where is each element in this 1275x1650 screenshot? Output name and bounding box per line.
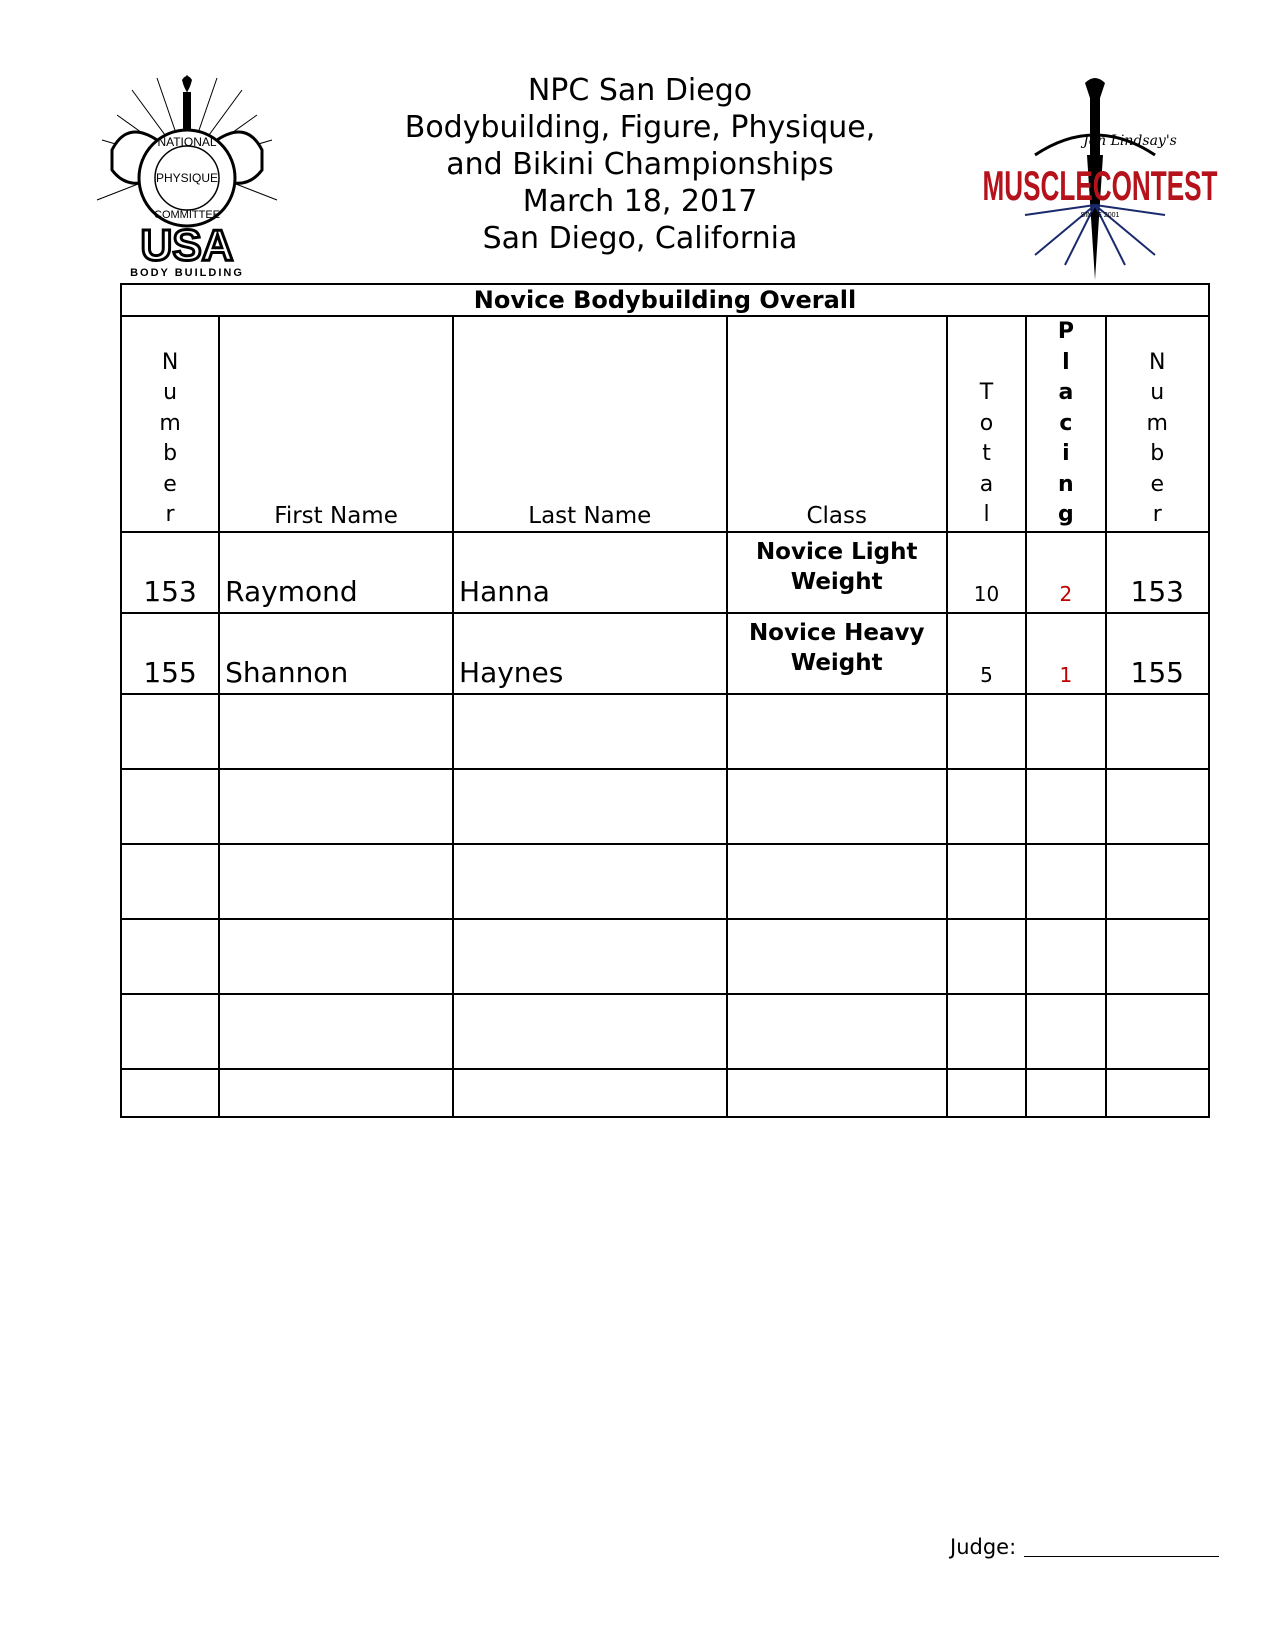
- logo-committee-text: COMMITTEE: [154, 209, 220, 221]
- cell-placing: 2: [1026, 532, 1105, 613]
- cell-number-right: 155: [1106, 613, 1209, 694]
- header-letter: T: [979, 380, 994, 405]
- header-first-name: First Name: [219, 316, 453, 532]
- cell-class: [727, 532, 947, 613]
- header-letter: r: [1152, 502, 1162, 527]
- cell-first-name: Shannon: [219, 613, 453, 694]
- header-letter: l: [983, 502, 990, 527]
- header-letter: r: [165, 502, 175, 527]
- header-line-3: and Bikini Championships: [446, 147, 834, 182]
- cell-number-right: 153: [1106, 532, 1209, 613]
- header-letter: e: [163, 471, 177, 497]
- header-line-4: March 18, 2017: [522, 184, 758, 219]
- class-line-2: Weight: [790, 649, 883, 676]
- logo-since-text: SINCE 2001: [1080, 212, 1120, 219]
- cell-class: [727, 613, 947, 694]
- header-letter: P: [1057, 319, 1074, 344]
- header-letter: m: [1146, 410, 1168, 436]
- cell-total: 10: [947, 532, 1026, 613]
- header-letter: a: [1058, 380, 1074, 405]
- empty-row: [121, 844, 1209, 919]
- header-letter: g: [1058, 502, 1074, 527]
- judge-signature-line: [1024, 1556, 1219, 1557]
- empty-row: [121, 769, 1209, 844]
- table-row: [121, 613, 1209, 694]
- cell-number: 153: [121, 532, 219, 613]
- header-letter: c: [1059, 410, 1073, 436]
- empty-row: [121, 919, 1209, 994]
- header-letter: e: [1150, 471, 1165, 497]
- empty-row: [121, 694, 1209, 769]
- header-total: [947, 316, 1026, 532]
- event-header: [380, 72, 900, 257]
- header-last-name: Last Name: [453, 316, 727, 532]
- empty-row: [121, 994, 1209, 1069]
- header-letter: a: [979, 471, 994, 497]
- header-line-5: San Diego, California: [482, 221, 798, 256]
- empty-row: [121, 1069, 1209, 1117]
- class-line-1: Novice Heavy: [748, 619, 925, 646]
- cell-total: 5: [947, 613, 1026, 694]
- logo-national-text: NATIONAL: [157, 135, 217, 149]
- logo-musclecontest-text: MUSCLECONTEST: [982, 162, 1218, 209]
- logo-usa-text: USA: [140, 221, 234, 270]
- cell-last-name: Haynes: [453, 613, 727, 694]
- class-line-1: Novice Light: [755, 538, 918, 565]
- table-header-row: [121, 316, 1209, 532]
- cell-placing: 1: [1026, 613, 1105, 694]
- header-number: [121, 316, 219, 532]
- cell-first-name: Raymond: [219, 532, 453, 613]
- table-row: [121, 532, 1209, 613]
- logo-bodybuilding-text: BODY BUILDING: [130, 267, 244, 279]
- muscle-contest-logo: [975, 75, 1225, 280]
- class-line-2: Weight: [790, 568, 883, 595]
- judge-signature: [950, 1535, 1219, 1559]
- header-letter: b: [1150, 441, 1165, 466]
- header-letter: b: [163, 441, 178, 466]
- header-letter: i: [1062, 441, 1070, 466]
- header-placing: [1026, 316, 1105, 532]
- header-letter: l: [1062, 349, 1070, 375]
- results-table: [120, 283, 1210, 1118]
- header-letter: N: [1149, 349, 1166, 375]
- header-letter: n: [1058, 471, 1074, 497]
- judge-label: Judge:: [950, 1535, 1017, 1559]
- logo-script-text: Jon Lindsay's: [1083, 133, 1177, 149]
- table-title: Novice Bodybuilding Overall: [121, 284, 1209, 316]
- cell-number: 155: [121, 613, 219, 694]
- header-letter: m: [159, 410, 181, 436]
- header-letter: u: [163, 380, 178, 405]
- header-line-1: NPC San Diego: [527, 73, 753, 108]
- header-class: Class: [727, 316, 947, 532]
- header-letter: t: [982, 441, 991, 466]
- logo-physique-text: PHYSIQUE: [155, 171, 219, 185]
- header-letter: u: [1150, 380, 1165, 405]
- header-line-2: Bodybuilding, Figure, Physique,: [404, 110, 876, 145]
- header-number-right: [1106, 316, 1209, 532]
- header-letter: o: [979, 410, 994, 436]
- header-letter: N: [161, 349, 179, 375]
- cell-last-name: Hanna: [453, 532, 727, 613]
- npc-usa-logo: [92, 70, 282, 280]
